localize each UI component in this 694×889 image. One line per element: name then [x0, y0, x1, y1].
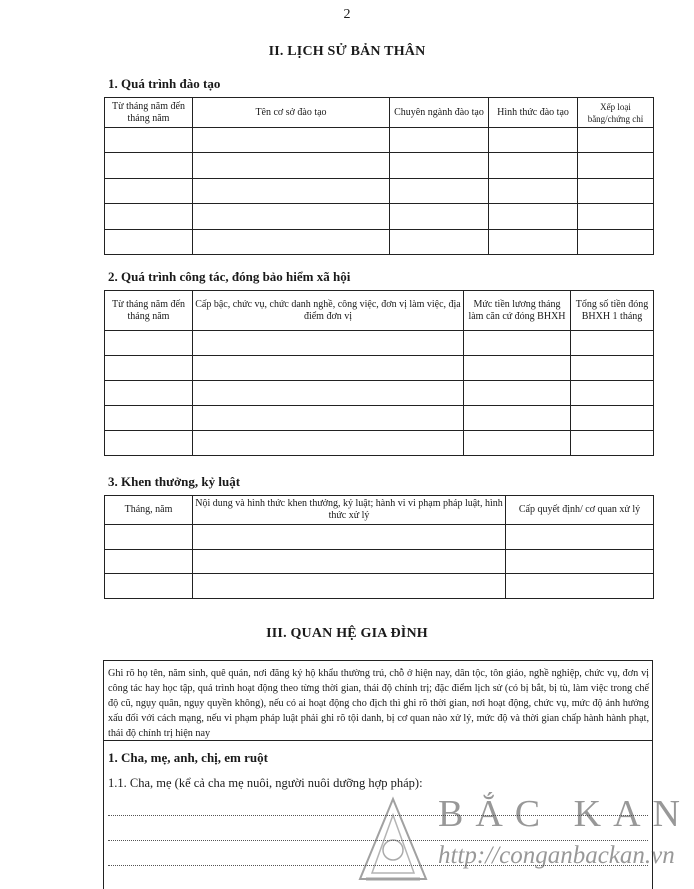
watermark-name: BẮC KAN: [438, 793, 692, 835]
section-3-title: III. QUAN HỆ GIA ĐÌNH: [266, 626, 428, 641]
parents-subtitle: 1.1. Cha, mẹ (kể cả cha mẹ nuôi, người nuôi dưỡng hợp pháp):: [108, 776, 423, 790]
table-row: [105, 431, 654, 456]
table-row: [105, 204, 654, 229]
work-header-period: Từ tháng năm đến tháng năm: [105, 291, 193, 331]
table-row: [105, 128, 654, 153]
work-title: 2. Quá trình công tác, đóng bảo hiểm xã hội: [108, 269, 351, 284]
table-row: [105, 381, 654, 406]
table-row: [105, 525, 654, 550]
rewards-header-content: Nội dung và hình thức khen thưởng, kỷ luật; hành vi vi phạm pháp luật, hình thức xử lý: [193, 496, 506, 525]
work-table: [104, 290, 654, 456]
table-row: [105, 331, 654, 356]
table-row: [105, 406, 654, 431]
training-header-form: Hình thức đào tạo: [489, 98, 578, 128]
family-instructions: Ghi rõ họ tên, năm sinh, quê quán, nơi đăng ký hộ khẩu thường trú, chỗ ở hiện nay, dân tộc, tôn giáo, nghề nghiệp, chức vụ, đơn vị công tác hay học tập, quá trình hoạt động theo từng thời gian, thái độ chính trị; đặc điểm lịch sử (có bị bắt, bị tù, làm việc trong chế độ cũ, ngụy quân, ngụy quyền không), nếu có ai hoạt động cho địch thì ghi rõ thời gian, nơi hoạt động, chức vụ, mức độ ảnh hưởng xấu đối với cách mạng, nếu vi phạm pháp luật phải ghi rõ tội danh, bị cơ quan nào xử lý, mức độ và thời gian chấp hành hành phạt, thái độ chính trị hiện nay: [108, 668, 649, 739]
watermark-url: http://conganbackan.vn: [438, 842, 675, 869]
table-row: [105, 178, 654, 203]
page-number: 2: [343, 7, 351, 22]
watermark: [350, 790, 694, 889]
training-title: 1. Quá trình đào tạo: [108, 76, 221, 91]
work-header-total: Tổng số tiền đóng BHXH 1 tháng: [571, 291, 654, 331]
table-row: [105, 574, 654, 599]
table-row: [105, 229, 654, 254]
parents-siblings-title: 1. Cha, mẹ, anh, chị, em ruột: [108, 750, 268, 765]
table-row: [105, 356, 654, 381]
work-header-salary: Mức tiền lương tháng làm căn cứ đóng BHXH: [464, 291, 571, 331]
section-2-title: II. LỊCH SỬ BẢN THÂN: [268, 44, 426, 59]
police-emblem-icon: [356, 795, 431, 885]
training-header-grade: Xếp loại bằng/chứng chỉ: [578, 98, 654, 128]
rewards-title: 3. Khen thưởng, kỷ luật: [108, 474, 241, 489]
training-header-period: Từ tháng năm đến tháng năm: [105, 98, 193, 128]
training-table: [104, 97, 654, 255]
training-header-institution: Tên cơ sở đào tạo: [193, 98, 390, 128]
work-header-position: Cấp bậc, chức vụ, chức danh nghề, công việc, đơn vị làm việc, địa điểm đơn vị: [193, 291, 464, 331]
rewards-table: [104, 495, 654, 599]
table-row: [105, 549, 654, 574]
divider: [103, 740, 653, 741]
table-row: [105, 153, 654, 178]
rewards-header-month-year: Tháng, năm: [105, 496, 193, 525]
training-header-major: Chuyên ngành đào tạo: [390, 98, 489, 128]
rewards-header-authority: Cấp quyết định/ cơ quan xử lý: [506, 496, 654, 525]
